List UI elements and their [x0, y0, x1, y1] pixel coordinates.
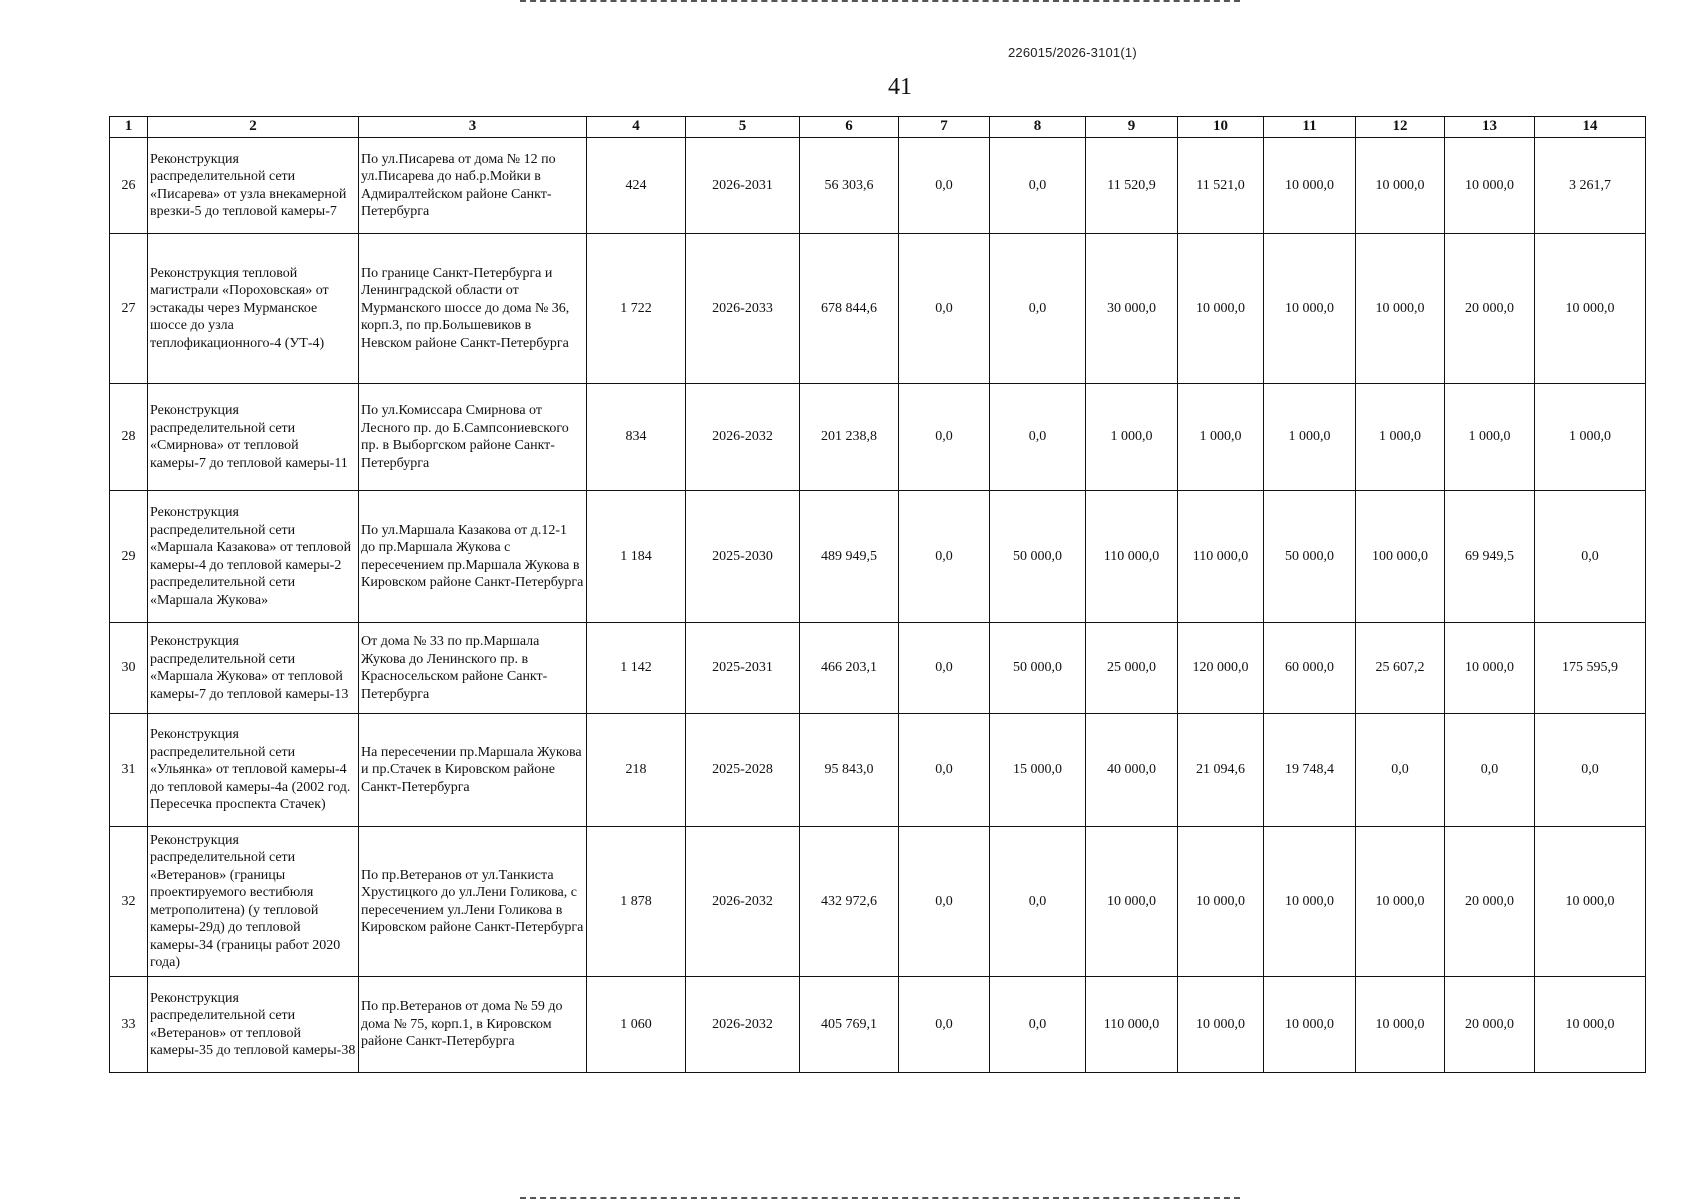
value-cell: 10 000,0 [1264, 827, 1356, 977]
column-header: 7 [899, 117, 990, 138]
value-cell: 10 000,0 [1356, 138, 1445, 234]
object-location: От дома № 33 по пр.Маршала Жукова до Ленинского пр. в Красносельском районе Санкт-Петербурга [359, 623, 587, 714]
value-cell: 0,0 [1535, 714, 1646, 827]
value-cell: 100 000,0 [1356, 491, 1445, 623]
value-cell: 25 607,2 [1356, 623, 1445, 714]
top-scan-rule [520, 0, 1240, 4]
value-cell: 120 000,0 [1178, 623, 1264, 714]
object-name: Реконструкция распределительной сети «Маршала Казакова» от тепловой камеры-4 до тепловой камеры-2 распределительной сети «Маршала Жукова» [148, 491, 359, 623]
value-cell: 0,0 [990, 977, 1086, 1073]
value-cell: 0,0 [1356, 714, 1445, 827]
value-cell: 0,0 [899, 384, 990, 491]
object-name: Реконструкция распределительной сети «Писарева» от узла внекамерной врезки-5 до тепловой камеры-7 [148, 138, 359, 234]
object-name: Реконструкция распределительной сети «Ветеранов» от тепловой камеры-35 до тепловой камеры-38 [148, 977, 359, 1073]
column-header: 11 [1264, 117, 1356, 138]
value-cell: 10 000,0 [1264, 138, 1356, 234]
total-cost-cell: 678 844,6 [800, 234, 899, 384]
object-name: Реконструкция тепловой магистрали «Пороховская» от эстакады через Мурманское шоссе до узла теплофикационного-4 (УТ-4) [148, 234, 359, 384]
row-number: 29 [110, 491, 148, 623]
value-cell: 10 000,0 [1178, 827, 1264, 977]
value-cell: 20 000,0 [1445, 234, 1535, 384]
period-cell: 2025-2028 [686, 714, 800, 827]
column-header: 9 [1086, 117, 1178, 138]
object-name: Реконструкция распределительной сети «Маршала Жукова» от тепловой камеры-7 до тепловой камеры-13 [148, 623, 359, 714]
row-number: 31 [110, 714, 148, 827]
column-header: 13 [1445, 117, 1535, 138]
value-cell: 110 000,0 [1178, 491, 1264, 623]
object-name: Реконструкция распределительной сети «Ульянка» от тепловой камеры-4 до тепловой камеры-4а (2002 год. Пересечка проспекта Стачек) [148, 714, 359, 827]
value-cell: 0,0 [899, 138, 990, 234]
value-cell: 25 000,0 [1086, 623, 1178, 714]
value-cell: 11 521,0 [1178, 138, 1264, 234]
column-header: 12 [1356, 117, 1445, 138]
value-cell: 0,0 [899, 623, 990, 714]
value-cell: 11 520,9 [1086, 138, 1178, 234]
value-cell: 3 261,7 [1535, 138, 1646, 234]
value-cell: 40 000,0 [1086, 714, 1178, 827]
value-cell: 1 000,0 [1445, 384, 1535, 491]
column-header: 3 [359, 117, 587, 138]
row-number: 26 [110, 138, 148, 234]
table-row [110, 977, 1646, 1073]
table-row [110, 827, 1646, 977]
value-cell: 19 748,4 [1264, 714, 1356, 827]
length-cell: 1 060 [587, 977, 686, 1073]
object-location: По пр.Ветеранов от дома № 59 до дома № 75, корп.1, в Кировском районе Санкт-Петербурга [359, 977, 587, 1073]
value-cell: 1 000,0 [1535, 384, 1646, 491]
period-cell: 2026-2032 [686, 827, 800, 977]
value-cell: 10 000,0 [1535, 827, 1646, 977]
period-cell: 2026-2031 [686, 138, 800, 234]
value-cell: 10 000,0 [1445, 623, 1535, 714]
value-cell: 0,0 [990, 827, 1086, 977]
object-location: По ул.Маршала Казакова от д.12-1 до пр.Маршала Жукова с пересечением пр.Маршала Жукова в Кировском районе Санкт-Петербурга [359, 491, 587, 623]
value-cell: 0,0 [1535, 491, 1646, 623]
value-cell: 0,0 [1445, 714, 1535, 827]
value-cell: 50 000,0 [1264, 491, 1356, 623]
table-row [110, 491, 1646, 623]
period-cell: 2026-2032 [686, 977, 800, 1073]
value-cell: 10 000,0 [1356, 827, 1445, 977]
value-cell: 10 000,0 [1264, 977, 1356, 1073]
value-cell: 50 000,0 [990, 623, 1086, 714]
column-header: 10 [1178, 117, 1264, 138]
length-cell: 1 184 [587, 491, 686, 623]
value-cell: 20 000,0 [1445, 977, 1535, 1073]
value-cell: 10 000,0 [1086, 827, 1178, 977]
object-location: По ул.Комиссара Смирнова от Лесного пр. до Б.Сампсониевского пр. в Выборгском районе Санкт-Петербурга [359, 384, 587, 491]
column-header: 4 [587, 117, 686, 138]
value-cell: 0,0 [899, 234, 990, 384]
total-cost-cell: 95 843,0 [800, 714, 899, 827]
column-number-row [110, 117, 1646, 138]
value-cell: 20 000,0 [1445, 827, 1535, 977]
length-cell: 1 722 [587, 234, 686, 384]
row-number: 28 [110, 384, 148, 491]
total-cost-cell: 432 972,6 [800, 827, 899, 977]
row-number: 27 [110, 234, 148, 384]
value-cell: 10 000,0 [1356, 977, 1445, 1073]
column-header: 14 [1535, 117, 1646, 138]
value-cell: 0,0 [899, 827, 990, 977]
row-number: 30 [110, 623, 148, 714]
object-location: По ул.Писарева от дома № 12 по ул.Писарева до наб.р.Мойки в Адмиралтейском районе Санкт-Петербурга [359, 138, 587, 234]
object-location: На пересечении пр.Маршала Жукова и пр.Стачек в Кировском районе Санкт-Петербурга [359, 714, 587, 827]
value-cell: 0,0 [899, 491, 990, 623]
value-cell: 1 000,0 [1264, 384, 1356, 491]
column-header: 1 [110, 117, 148, 138]
column-header: 2 [148, 117, 359, 138]
period-cell: 2025-2030 [686, 491, 800, 623]
value-cell: 0,0 [899, 714, 990, 827]
bottom-scan-rule [520, 1197, 1240, 1201]
period-cell: 2026-2032 [686, 384, 800, 491]
value-cell: 21 094,6 [1178, 714, 1264, 827]
value-cell: 0,0 [990, 234, 1086, 384]
table-row [110, 623, 1646, 714]
value-cell: 175 595,9 [1535, 623, 1646, 714]
total-cost-cell: 56 303,6 [800, 138, 899, 234]
row-number: 33 [110, 977, 148, 1073]
column-header: 5 [686, 117, 800, 138]
value-cell: 0,0 [899, 977, 990, 1073]
value-cell: 10 000,0 [1178, 977, 1264, 1073]
value-cell: 50 000,0 [990, 491, 1086, 623]
value-cell: 15 000,0 [990, 714, 1086, 827]
value-cell: 10 000,0 [1535, 977, 1646, 1073]
value-cell: 1 000,0 [1086, 384, 1178, 491]
value-cell: 10 000,0 [1445, 138, 1535, 234]
period-cell: 2026-2033 [686, 234, 800, 384]
table-row [110, 714, 1646, 827]
value-cell: 60 000,0 [1264, 623, 1356, 714]
length-cell: 1 142 [587, 623, 686, 714]
total-cost-cell: 489 949,5 [800, 491, 899, 623]
object-location: По границе Санкт-Петербурга и Ленинградской области от Мурманского шоссе до дома № 36, корп.3, по пр.Большевиков в Невском районе Санкт-Петербурга [359, 234, 587, 384]
row-number: 32 [110, 827, 148, 977]
value-cell: 30 000,0 [1086, 234, 1178, 384]
value-cell: 10 000,0 [1356, 234, 1445, 384]
table-row [110, 384, 1646, 491]
total-cost-cell: 405 769,1 [800, 977, 899, 1073]
total-cost-cell: 201 238,8 [800, 384, 899, 491]
column-header: 6 [800, 117, 899, 138]
value-cell: 10 000,0 [1264, 234, 1356, 384]
object-name: Реконструкция распределительной сети «Ветеранов» (границы проектируемого вестибюля метрополитена) (у тепловой камеры-29д) до тепловой камеры-34 (границы работ 2020 года) [148, 827, 359, 977]
length-cell: 424 [587, 138, 686, 234]
period-cell: 2025-2031 [686, 623, 800, 714]
page-number: 41 [888, 74, 912, 100]
length-cell: 218 [587, 714, 686, 827]
value-cell: 110 000,0 [1086, 491, 1178, 623]
value-cell: 1 000,0 [1356, 384, 1445, 491]
length-cell: 834 [587, 384, 686, 491]
total-cost-cell: 466 203,1 [800, 623, 899, 714]
value-cell: 69 949,5 [1445, 491, 1535, 623]
object-location: По пр.Ветеранов от ул.Танкиста Хрустицкого до ул.Лени Голикова, с пересечением ул.Лени Голикова в Кировском районе Санкт-Петербурга [359, 827, 587, 977]
table-row [110, 234, 1646, 384]
object-name: Реконструкция распределительной сети «Смирнова» от тепловой камеры-7 до тепловой камеры-11 [148, 384, 359, 491]
table-row [110, 138, 1646, 234]
value-cell: 10 000,0 [1535, 234, 1646, 384]
value-cell: 0,0 [990, 138, 1086, 234]
length-cell: 1 878 [587, 827, 686, 977]
value-cell: 110 000,0 [1086, 977, 1178, 1073]
column-header: 8 [990, 117, 1086, 138]
value-cell: 10 000,0 [1178, 234, 1264, 384]
value-cell: 0,0 [990, 384, 1086, 491]
value-cell: 1 000,0 [1178, 384, 1264, 491]
program-table [109, 116, 1646, 1073]
document-number: 226015/2026-3101(1) [1008, 45, 1137, 60]
